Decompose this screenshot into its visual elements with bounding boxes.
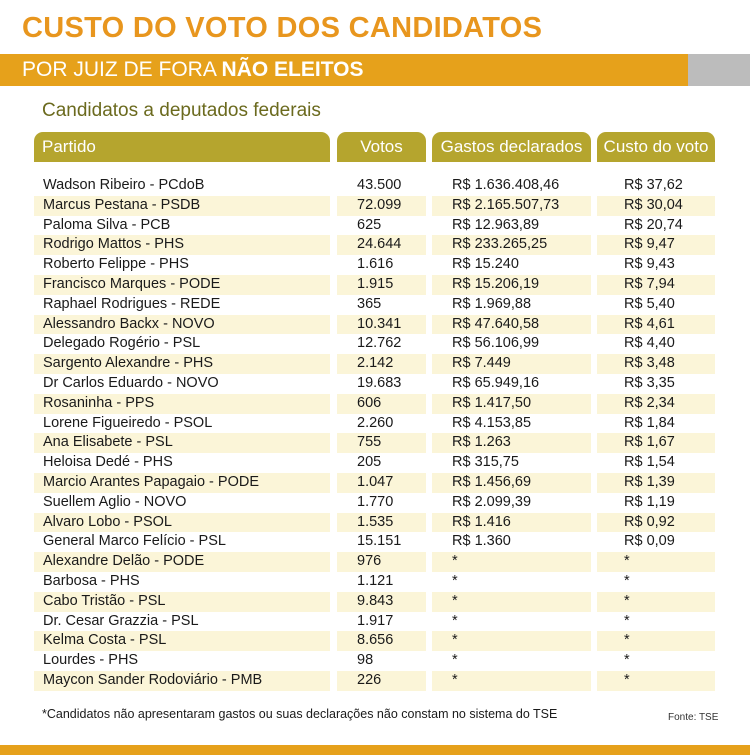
banner-prefix: POR JUIZ DE FORA <box>22 58 222 81</box>
cell-partido: Rosaninha - PPS <box>34 394 330 414</box>
table-row <box>34 255 715 275</box>
table-row <box>34 453 715 473</box>
cell-votos: 8.656 <box>337 631 426 651</box>
cell-gastos: * <box>432 552 591 572</box>
table-row <box>34 552 715 572</box>
cell-votos: 1.047 <box>337 473 426 493</box>
cell-partido: Suellem Aglio - NOVO <box>43 493 187 510</box>
cell-partido: Roberto Felippe - PHS <box>43 256 189 273</box>
cell-custo: R$ 4,61 <box>597 315 715 335</box>
cell-gastos: R$ 1.360 <box>452 533 511 550</box>
cell-gastos: R$ 2.099,39 <box>452 493 532 510</box>
cell-votos: 12.762 <box>357 335 402 352</box>
cell-custo: * <box>597 552 715 572</box>
table-row <box>34 513 715 533</box>
cell-custo: R$ 0,92 <box>597 513 715 533</box>
cell-votos: 976 <box>337 552 426 572</box>
table-row <box>34 493 715 513</box>
cell-votos: 2.260 <box>357 414 394 431</box>
cell-custo: R$ 20,74 <box>624 216 683 233</box>
cell-gastos: R$ 2.165.507,73 <box>432 196 591 216</box>
cell-gastos: R$ 47.640,58 <box>432 315 591 335</box>
banner-bold: NÃO ELEITOS <box>221 58 364 81</box>
table-row <box>34 473 715 493</box>
cell-votos: 1.535 <box>337 513 426 533</box>
table-row <box>34 334 715 354</box>
cell-votos: 1.616 <box>357 256 394 273</box>
cell-custo: R$ 9,43 <box>624 256 675 273</box>
table-row <box>34 651 715 671</box>
column-header-partido: Partido <box>34 132 330 162</box>
cell-gastos: R$ 233.265,25 <box>432 235 591 255</box>
cell-custo: R$ 1,67 <box>597 433 715 453</box>
cell-gastos: R$ 1.416 <box>432 513 591 533</box>
cell-votos: 1.121 <box>357 572 394 589</box>
table-row <box>34 295 715 315</box>
cell-gastos: R$ 315,75 <box>452 454 519 471</box>
bottom-bar <box>0 745 750 755</box>
cell-custo: R$ 2,34 <box>597 394 715 414</box>
table-row <box>34 592 715 612</box>
cell-custo: * <box>597 671 715 691</box>
cell-votos: 19.683 <box>357 374 402 391</box>
cell-gastos: R$ 15.240 <box>452 256 519 273</box>
table-row <box>34 196 715 216</box>
table-row <box>34 315 715 335</box>
table-row <box>34 176 715 196</box>
cell-custo: R$ 4,40 <box>624 335 675 352</box>
table-row <box>34 572 715 592</box>
cell-custo: R$ 30,04 <box>597 196 715 216</box>
cell-partido: Barbosa - PHS <box>43 572 140 589</box>
table-row <box>34 235 715 255</box>
cell-gastos: R$ 1.969,88 <box>452 295 532 312</box>
cell-votos: 15.151 <box>357 533 402 550</box>
table-row <box>34 433 715 453</box>
cell-gastos: * <box>452 612 458 629</box>
cell-votos: 10.341 <box>337 315 426 335</box>
cell-gastos: R$ 1.417,50 <box>432 394 591 414</box>
cell-partido: Dr. Cesar Grazzia - PSL <box>43 612 199 629</box>
cell-custo: R$ 1,54 <box>624 454 675 471</box>
cell-partido: Wadson Ribeiro - PCdoB <box>43 177 205 193</box>
cell-gastos: R$ 1.263 <box>432 433 591 453</box>
cell-partido: Marcio Arantes Papagaio - PODE <box>34 473 330 493</box>
cell-partido: Alessandro Backx - NOVO <box>34 315 330 335</box>
table-row <box>34 671 715 691</box>
column-header-votos: Votos <box>337 132 426 162</box>
cell-votos: 625 <box>357 216 382 233</box>
table-row <box>34 275 715 295</box>
cell-partido: General Marco Felício - PSL <box>43 533 226 550</box>
table-row <box>34 631 715 651</box>
footnote: *Candidatos não apresentaram gastos ou suas declarações não constam no sistema do TSE <box>42 707 558 721</box>
cell-custo: R$ 1,39 <box>597 473 715 493</box>
cell-partido: Alvaro Lobo - PSOL <box>34 513 330 533</box>
table-row <box>34 612 715 632</box>
cell-custo: R$ 5,40 <box>624 295 675 312</box>
table-subtitle: Candidatos a deputados federais <box>42 100 321 121</box>
banner-accent <box>688 54 750 86</box>
cell-custo: R$ 3,48 <box>597 354 715 374</box>
source-credit: Fonte: TSE <box>668 712 719 723</box>
cell-custo: * <box>624 572 630 589</box>
cell-votos: 205 <box>357 454 382 471</box>
cell-votos: 606 <box>337 394 426 414</box>
cell-custo: R$ 1,19 <box>624 493 675 510</box>
cell-votos: 1.915 <box>337 275 426 295</box>
cell-custo: * <box>597 631 715 651</box>
cell-gastos: R$ 7.449 <box>432 354 591 374</box>
cell-gastos: R$ 65.949,16 <box>452 374 540 391</box>
cell-votos: 72.099 <box>337 196 426 216</box>
cell-gastos: * <box>432 631 591 651</box>
cell-custo: * <box>624 612 630 629</box>
cell-custo: * <box>624 652 630 669</box>
cell-partido: Heloisa Dedé - PHS <box>43 454 173 471</box>
cell-partido: Kelma Costa - PSL <box>34 631 330 651</box>
cell-partido: Francisco Marques - PODE <box>34 275 330 295</box>
cell-gastos: R$ 1.456,69 <box>432 473 591 493</box>
cell-gastos: * <box>432 592 591 612</box>
table-row <box>34 414 715 434</box>
cell-gastos: * <box>452 652 458 669</box>
cell-partido: Marcus Pestana - PSDB <box>34 196 330 216</box>
cell-custo: R$ 1,84 <box>624 414 675 431</box>
cell-custo: R$ 37,62 <box>624 177 683 193</box>
cell-gastos: R$ 15.206,19 <box>432 275 591 295</box>
cell-custo: * <box>597 592 715 612</box>
cell-votos: 43.500 <box>357 177 402 193</box>
cell-gastos: R$ 56.106,99 <box>452 335 540 352</box>
cell-votos: 2.142 <box>337 354 426 374</box>
cell-votos: 24.644 <box>337 235 426 255</box>
cell-votos: 1.770 <box>357 493 394 510</box>
cell-votos: 1.917 <box>357 612 394 629</box>
page-title: CUSTO DO VOTO DOS CANDIDATOS <box>22 12 543 44</box>
cell-custo: R$ 3,35 <box>624 374 675 391</box>
cell-gastos: R$ 1.636.408,46 <box>452 177 560 193</box>
cell-partido: Cabo Tristão - PSL <box>34 592 330 612</box>
cell-partido: Alexandre Delão - PODE <box>34 552 330 572</box>
cell-partido: Delegado Rogério - PSL <box>43 335 201 352</box>
cell-votos: 365 <box>357 295 382 312</box>
table-row <box>34 216 715 236</box>
banner-text <box>22 58 364 82</box>
cell-partido: Dr Carlos Eduardo - NOVO <box>43 374 219 391</box>
cell-partido: Maycon Sander Rodoviário - PMB <box>34 671 330 691</box>
cell-partido: Lourdes - PHS <box>43 652 139 669</box>
column-header-gastos: Gastos declarados <box>432 132 591 162</box>
table-row <box>34 374 715 394</box>
cell-custo: R$ 9,47 <box>597 235 715 255</box>
table-body <box>34 176 715 691</box>
cell-gastos: * <box>452 572 458 589</box>
cell-partido: Lorene Figueiredo - PSOL <box>43 414 213 431</box>
cell-gastos: R$ 4.153,85 <box>452 414 532 431</box>
cell-partido: Raphael Rodrigues - REDE <box>43 295 221 312</box>
cell-votos: 9.843 <box>337 592 426 612</box>
cell-custo: R$ 0,09 <box>624 533 675 550</box>
cell-partido: Ana Elisabete - PSL <box>34 433 330 453</box>
table-row <box>34 354 715 374</box>
cell-partido: Rodrigo Mattos - PHS <box>34 235 330 255</box>
cell-votos: 98 <box>357 652 374 669</box>
cell-gastos: * <box>432 671 591 691</box>
table-row <box>34 532 715 552</box>
cell-custo: R$ 7,94 <box>597 275 715 295</box>
column-header-custo: Custo do voto <box>597 132 715 162</box>
cell-votos: 755 <box>337 433 426 453</box>
cell-gastos: R$ 12.963,89 <box>452 216 540 233</box>
table-row <box>34 394 715 414</box>
cell-partido: Sargento Alexandre - PHS <box>34 354 330 374</box>
cell-partido: Paloma Silva - PCB <box>43 216 171 233</box>
cell-votos: 226 <box>337 671 426 691</box>
